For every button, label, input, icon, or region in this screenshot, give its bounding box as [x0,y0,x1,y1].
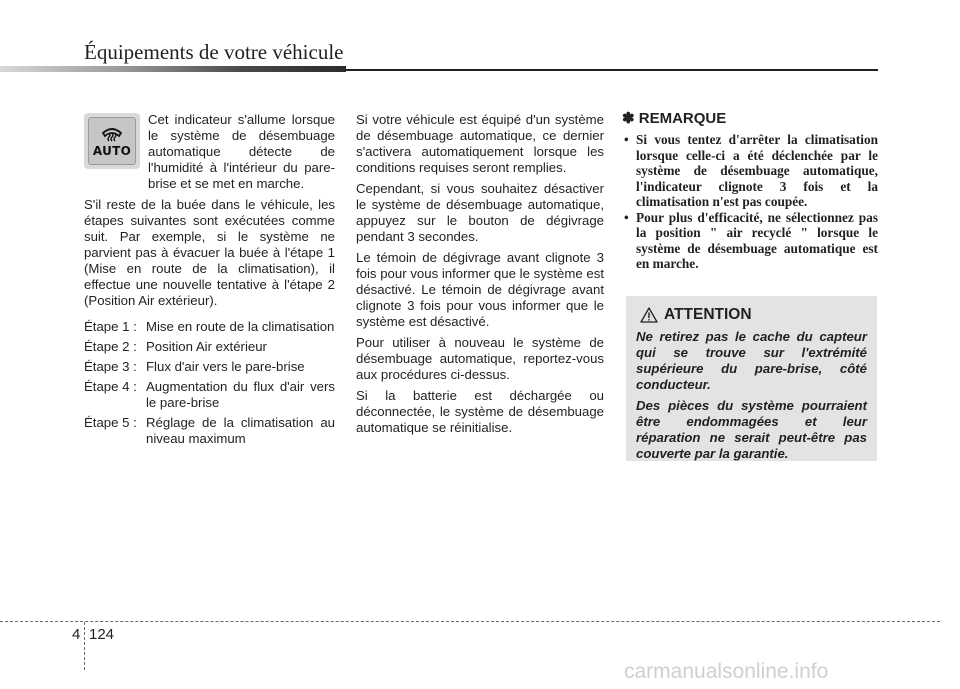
attention-box [626,296,877,461]
step-label: Étape 4 : [84,379,137,394]
step-label: Étape 1 : [84,319,137,334]
header-gradient-bar [0,66,346,72]
step-text: Flux d'air vers le pare-brise [146,359,305,374]
step-text: Réglage de la climatisation au niveau maximum [146,415,335,446]
step-text: Augmentation du flux d'air vers le pare-brise [146,379,335,410]
chapter-number: 4 [72,626,81,643]
warning-triangle-icon [640,307,658,323]
indicator-intro [84,112,335,192]
step-item [84,339,335,355]
attention-paragraph: Ne retirez pas le cache du capteur qui se trouve sur l'extrémité supérieure du pare-brise, côté conducteur. [636,329,867,392]
indicator-description: Cet indicateur s'allume lorsque le système de désembuage automatique détecte de l'humidité à l'intérieur du pare-brise et se met en marche. [148,112,335,191]
attention-header [640,306,867,324]
footer-dashed-divider [84,622,85,670]
column-right [622,111,878,272]
auto-icon-label: AUTO [92,143,132,158]
step-text: Mise en route de la climatisation [146,319,335,334]
attention-paragraph: Des pièces du système pourraient être endommagées et leur réparation ne serait peut-être pas couverte par la garantie. [636,398,867,461]
attention-title: ATTENTION [664,306,752,323]
step-list [84,319,335,447]
body-paragraph: Pour utiliser à nouveau le système de désembuage automatique, reportez-vous aux procédures ci-dessus. [356,335,604,382]
defrost-auto-icon [88,117,136,165]
step-item [84,415,335,447]
fog-steps-paragraph: S'il reste de la buée dans le véhicule, les étapes suivantes sont exécutées comme suit. Par exemple, si le système ne parvient pas à évacuer la buée à l'étape 1 (Mise en route de la climatisation), il effectue une nouvelle tentative à l'étape 2 (Position Air extérieur). [84,197,335,308]
attention-body [636,329,867,462]
step-text: Position Air extérieur [146,339,267,354]
footer-dashed-rule [0,621,940,622]
remark-heading: ✽ REMARQUE [622,110,727,127]
header-rule [346,69,878,71]
body-paragraph: Le témoin de dégivrage avant clignote 3 fois pour vous informer que le système est désactivé. Le témoin de dégivrage avant clignote 3 fois pour vous informer que le système est désactivé. [356,250,604,329]
body-paragraph: Cependant, si vous souhaitez désactiver le système de désembuage automatique, appuyez sur le bouton de dégivrage pendant 3 secondes. [356,181,604,244]
remark-list [622,132,878,272]
step-item [84,319,335,335]
auto-defog-indicator-icon [84,113,140,169]
remark-item: • Pour plus d'efficacité, ne sélectionnez pas la position " air recyclé " lorsque le système de désembuage automatique est en marche. [622,210,878,272]
step-label: Étape 2 : [84,339,137,354]
windshield-defrost-icon [100,124,124,142]
body-paragraph: Si la batterie est déchargée ou déconnectée, le système de désembuage automatique se réinitialise. [356,388,604,435]
column-left [84,112,335,447]
step-label: Étape 3 : [84,359,137,374]
watermark-text: carmanualsonline.info [624,660,829,683]
remark-item: • Si vous tentez d'arrêter la climatisation lorsque celle-ci a été déclenchée par le système de désembuage automatique, l'indicateur clignote 3 fois et la climatisation n'est pas coupée. [622,132,878,210]
step-item [84,379,335,411]
page-number: 124 [89,626,115,643]
step-label: Étape 5 : [84,415,137,430]
body-paragraph: Si votre véhicule est équipé d'un système de désembuage automatique, ce dernier s'activera automatiquement lorsque les conditions requises seront remplies. [356,112,604,175]
column-middle [356,112,604,441]
step-item [84,359,335,375]
page-header-title: Équipements de votre véhicule [84,40,344,64]
